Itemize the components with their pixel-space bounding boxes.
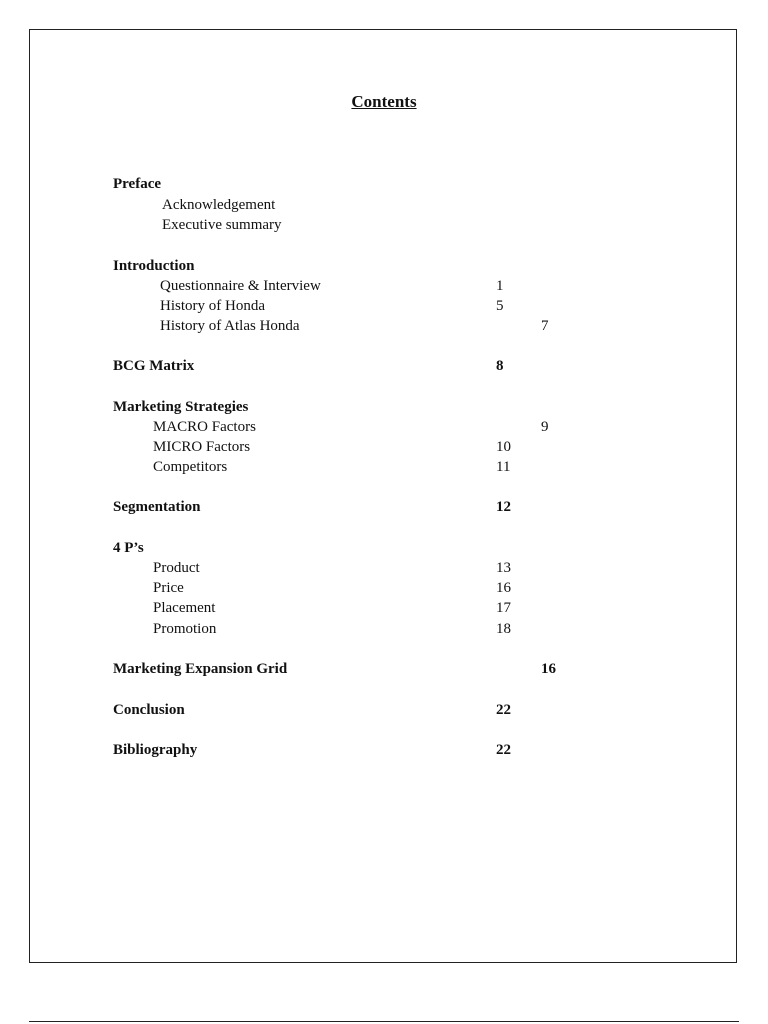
toc-page-conclusion: 22 [496,702,511,718]
toc-entry-product: Product [153,560,200,576]
toc-entry-placement: Placement [153,600,216,616]
page-border [29,29,737,963]
toc-heading-bibliography: Bibliography [113,742,198,758]
toc-entry-questionnaire: Questionnaire & Interview [160,278,321,294]
toc-page-promotion: 18 [496,621,511,637]
toc-page-questionnaire: 1 [496,278,504,294]
toc-entry-macro-factors: MACRO Factors [153,419,256,435]
toc-page-bibliography: 22 [496,742,511,758]
toc-entry-price: Price [153,580,184,596]
toc-heading-conclusion: Conclusion [113,702,185,718]
toc-entry-history-of-atlas-honda: History of Atlas Honda [160,318,300,334]
toc-heading-preface: Preface [113,176,162,192]
toc-entry-competitors: Competitors [153,459,228,475]
toc-page-micro-factors: 10 [496,439,511,455]
toc-heading-marketing-strategies: Marketing Strategies [113,399,249,415]
toc-entry-micro-factors: MICRO Factors [153,439,251,455]
toc-page-history-of-atlas-honda: 7 [541,318,549,334]
toc-page-macro-factors: 9 [541,419,549,435]
toc-page-segmentation: 12 [496,499,511,515]
toc-heading-4ps: 4 P’s [113,540,144,556]
toc-heading-segmentation: Segmentation [113,499,201,515]
page-title: Contents [351,92,417,111]
toc-entry-acknowledgement: Acknowledgement [162,197,276,213]
toc-page-competitors: 11 [496,459,511,475]
toc-heading-bcg-matrix: BCG Matrix [113,358,195,374]
toc-entry-executive-summary: Executive summary [162,217,282,233]
toc-page-product: 13 [496,560,511,576]
toc-page-bcg-matrix: 8 [496,358,504,374]
toc-entry-history-of-honda: History of Honda [160,298,265,314]
bottom-rule [29,1021,739,1022]
toc-heading-marketing-expansion-grid: Marketing Expansion Grid [113,661,288,677]
toc-heading-introduction: Introduction [113,258,195,274]
toc-page-price: 16 [496,580,511,596]
toc-page-history-of-honda: 5 [496,298,504,314]
toc-page-marketing-expansion-grid: 16 [541,661,556,677]
toc-entry-promotion: Promotion [153,621,217,637]
toc-page-placement: 17 [496,600,511,616]
